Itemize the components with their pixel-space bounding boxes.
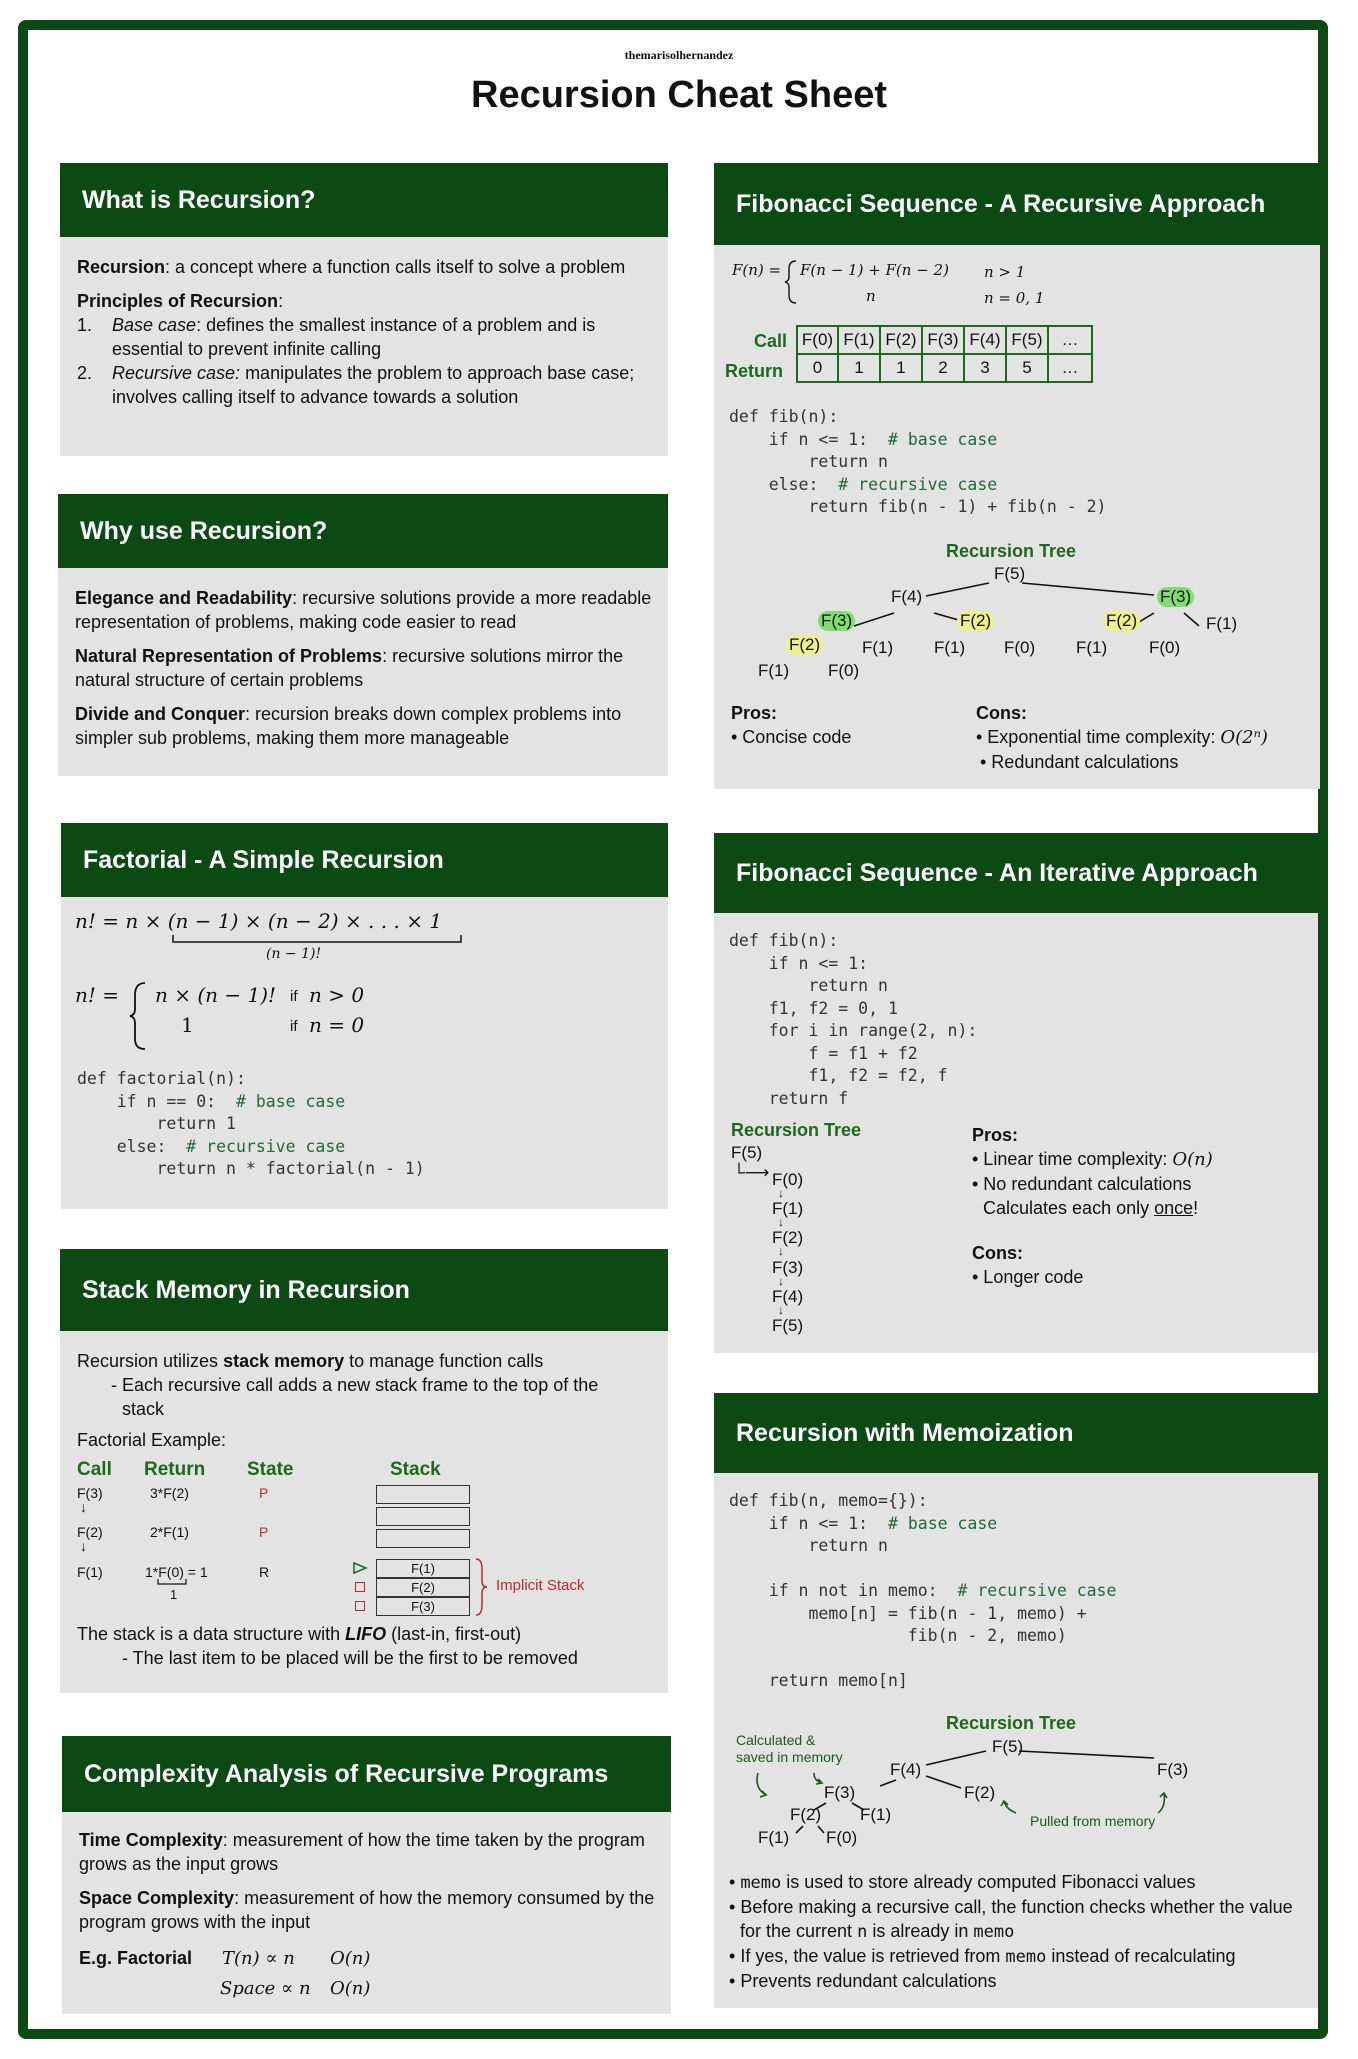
tree-node: F(1) [862,638,894,657]
case2-expr: 1 [181,1013,194,1037]
stack-pointer-icon [352,1561,370,1575]
return-row-3: 1*F(0) = 1 [145,1564,208,1580]
fib-formula-lhs: F(n) = [732,261,782,279]
stack-diagram [376,1485,470,1614]
case1-if: if [290,988,298,1005]
fib-case1: F(n − 1) + F(n − 2) [800,261,949,279]
card-header: Recursion with Memoization [714,1393,1318,1473]
tree-node: F(1) [1076,638,1108,657]
tree-node: F(0) [1149,638,1181,657]
state-row-2: P [259,1524,269,1540]
table-return-label: Return [725,361,783,381]
case1-cond: n > 0 [309,983,365,1007]
chain-arrow-icon: ↓ [778,1274,784,1288]
tree-node: F(3) [824,1783,856,1802]
table-row: F(0) F(1) F(2) F(3) F(4) F(5) … [797,326,1092,354]
list-item: Elegance and Readability: recursive solutions provide a more readable representation of problems, making code easier to read [75,588,652,632]
example-label: Factorial Example: [77,1430,227,1450]
card-header: Factorial - A Simple Recursion [61,823,668,897]
case2-cond: n = 0 [309,1013,365,1037]
pulled-from-memory-label: Pulled from memory [1030,1813,1156,1829]
recursion-tree-edges [714,163,1320,683]
factorial-formula: n! = n × (n − 1) × (n − 2) × . . . × 1 [75,909,443,933]
return-row-2: 2*F(1) [150,1524,189,1540]
arrow-down-icon: ↓ [80,1538,87,1554]
card-header: Stack Memory in Recursion [60,1249,668,1331]
piecewise-brace [129,981,149,1051]
chain-arrow-icon: ↓ [778,1303,784,1317]
arrow-down-icon: ↓ [80,1499,87,1515]
list-item: 2. Recursive case: manipulates the problem to approach base case; involves calling itself to advance towards a solution [77,363,635,407]
stack-slot-empty [376,1529,470,1548]
tree-node: F(1) [758,1828,790,1847]
table-call-label: Call [754,331,788,351]
return-under-value: 1 [170,1587,178,1602]
chain-arrow-icon: ↓ [778,1244,784,1258]
state-row-1: P [259,1485,269,1501]
list-item: Divide and Conquer: recursion breaks down complex problems into simpler sub problems, making them more manageable [75,704,622,748]
chain-node: F(1) [772,1199,804,1218]
memo-tree-edges [714,1393,1318,1863]
tree-node: F(5) [994,564,1026,583]
card-memoization [714,1393,1318,2008]
implicit-stack-label: Implicit Stack [496,1577,585,1594]
tree-node: F(5) [992,1737,1024,1756]
case1-expr: n × (n − 1)! [155,983,277,1007]
chain-node: F(5) [772,1316,804,1335]
time-expr: T(n) ∝ n [222,1948,295,1969]
tree-node: F(1) [934,638,966,657]
cons: Cons: • Exponential time complexity: O(2ⁿ) • Redundant calculations [976,703,1268,772]
tree-node: F(1) [758,661,790,680]
tree-node: F(2) [1103,611,1140,631]
card-stack-memory [60,1249,668,1693]
tree-label: Recursion Tree [946,541,1077,561]
piecewise-lhs: n! = [75,983,120,1007]
example-label: E.g. Factorial [79,1948,193,1968]
list-item: • memo is used to store already computed Fibonacci values [729,1872,1196,1893]
chain-arrow-icon: ↓ [778,1215,784,1229]
state-row-3: R [259,1564,270,1580]
call-row-3: F(1) [77,1564,103,1580]
card-why-recursion [58,494,668,776]
chain-node: F(0) [772,1170,804,1189]
case2-if: if [290,1018,298,1035]
list-item: Natural Representation of Problems: recursive solutions mirror the natural structure of certain problems [75,646,624,690]
fib-iterative-code: def fib(n): if n <= 1: return n f1, f2 = 0, 1 for i in range(2, n): f = f1 + f2 f1, f2 = f2, f return f [729,931,978,1108]
space-complexity: Space Complexity: measurement of how the memory consumed by the program grows with the input [79,1888,655,1932]
pros: Pros: • Concise code [731,703,852,747]
pending-marker-icon [355,1601,365,1611]
chain-arrow-icon: ↓ [778,1186,784,1200]
call-row-2: F(2) [77,1524,103,1540]
card-header: What is Recursion? [60,163,668,237]
tree-node: F(0) [828,661,860,680]
memo-code: def fib(n, memo={}): if n <= 1: # base case return n if n not in memo: # recursive case memo[n] = fib(n - 1, memo) + fib(n - 2, memo) return memo[n] [729,1491,1117,1690]
stack-frame: F(2) [376,1578,470,1597]
space-bigo: O(n) [330,1978,371,1999]
stack-frame: F(1) [376,1559,470,1578]
pending-marker-icon [355,1582,365,1592]
pros: Pros: • Linear time complexity: O(n) • No redundant calculations Calculates each only once! [972,1125,1213,1218]
tree-node: F(2) [790,1805,822,1824]
col-stack: Stack [390,1459,441,1480]
stack-subpoint: - Each recursive call adds a new stack frame to the top of the stack [111,1375,599,1419]
chain-node: F(4) [772,1287,804,1306]
tree-node: F(4) [891,587,923,606]
time-bigo: O(n) [330,1948,371,1969]
tree-node: F(3) [818,611,855,631]
table-row: 0 1 1 2 3 5 … [797,354,1092,382]
tree-node: F(4) [890,1760,922,1779]
factorial-code: def factorial(n): if n == 0: # base case return 1 else: # recursive case return n * factorial(n - 1) [77,1069,425,1178]
lifo-text: The stack is a data structure with LIFO (last-in, first-out) - The last item to be placed will be the first to be removed [77,1624,578,1668]
brace-label: (n − 1)! [266,946,322,962]
tree-node: F(0) [1004,638,1036,657]
tree-node: F(2) [957,611,994,631]
tree-node: F(3) [1157,587,1194,607]
fib-case1-cond: n > 1 [984,263,1026,281]
fib-case2: n [866,287,876,305]
memo-bullets [729,1870,1309,1993]
tree-label: Recursion Tree [731,1120,862,1140]
card-header: Fibonacci Sequence - A Recursive Approach [714,163,1320,245]
definition: Recursion: a concept where a function calls itself to solve a problem [77,257,626,277]
card-header: Complexity Analysis of Recursive Programs [62,1736,671,1812]
card-header: Why use Recursion? [58,494,668,568]
card-complexity [62,1736,671,2014]
page-title: Recursion Cheat Sheet [471,74,887,116]
author-credit: themarisolhernandez [624,48,734,62]
return-row-1: 3*F(2) [150,1485,189,1501]
principles-label: Principles of Recursion: [77,291,284,311]
card-factorial [61,823,668,1209]
col-return: Return [144,1459,206,1480]
chain-arrow-icon: └⟶ [733,1163,770,1182]
stack-frame: F(3) [376,1597,470,1616]
tree-node: F(2) [964,1783,996,1802]
tree-label: Recursion Tree [946,1713,1077,1733]
tree-node: F(1) [1206,614,1238,633]
cons: Cons: • Longer code [972,1243,1084,1287]
tree-node: F(3) [1157,1760,1189,1779]
chain-node: F(5) [731,1143,763,1162]
card-fib-iterative [714,833,1318,1353]
tree-node: F(0) [826,1828,858,1847]
chain-node: F(3) [772,1258,804,1277]
call-row-1: F(3) [77,1485,103,1501]
stack-slot-empty [376,1485,470,1504]
list-item: 1. Base case: defines the smallest instance of a problem and is essential to prevent infinite calling [77,315,596,359]
fib-case2-cond: n = 0, 1 [984,289,1045,307]
col-call: Call [77,1459,112,1480]
stack-intro: Recursion utilizes stack memory to manage function calls - Each recursive call adds a new stack frame to the top of the stack Factorial Example: [77,1349,657,1452]
list-item: • Prevents redundant calculations [729,1971,997,1991]
card-fib-recursive [714,163,1320,789]
col-state: State [247,1459,294,1480]
time-complexity: Time Complexity: measurement of how the time taken by the program grows as the input grows [79,1830,645,1874]
space-expr: Space ∝ n [220,1978,311,1999]
list-item: • Before making a recursive call, the function checks whether the value for the current n is already in memo [729,1897,1293,1942]
fib-recursive-code: def fib(n): if n <= 1: # base case return n else: # recursive case return fib(n - 1) + fib(n - 2) [729,407,1107,516]
implicit-stack-brace [474,1557,488,1617]
tree-node: F(2) [786,635,823,655]
list-item: • If yes, the value is retrieved from memo instead of recalculating [729,1946,1236,1967]
calc-saved-label: Calculated & saved in memory [736,1732,843,1765]
chain-node: F(2) [772,1228,804,1247]
card-header: Fibonacci Sequence - An Iterative Approach [714,833,1318,913]
card-what-is-recursion [60,163,668,456]
principles-list [77,313,654,409]
stack-slot-empty [376,1507,470,1526]
tree-node: F(1) [860,1805,892,1824]
